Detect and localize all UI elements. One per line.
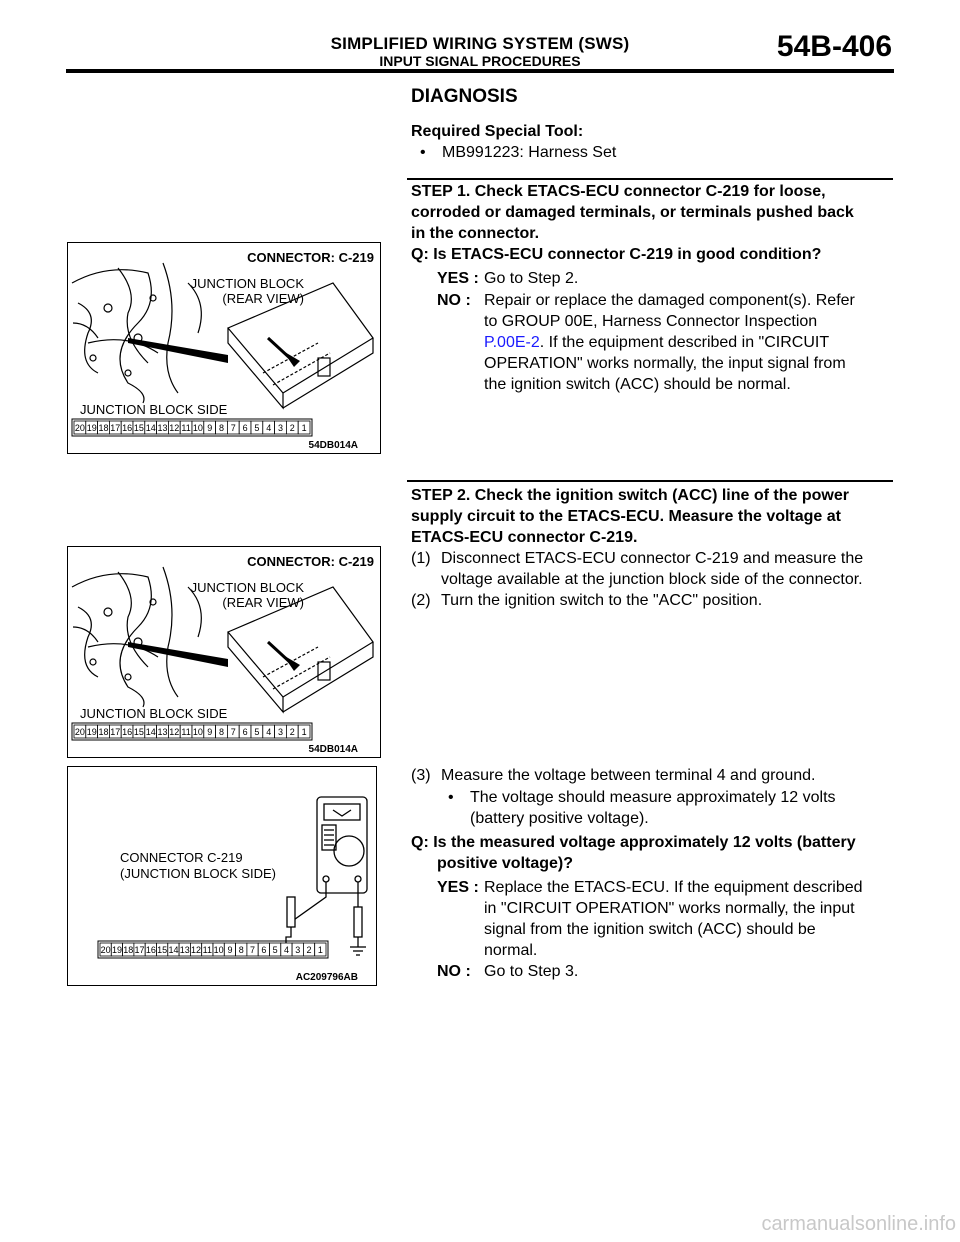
step2-title-2: supply circuit to the ETACS-ECU. Measure the voltage at [411,508,841,525]
step2-no-label: NO : [437,963,471,980]
pin-number: 8 [218,423,225,433]
junction-block-illustration [68,243,380,453]
jb-label-1: JUNCTION BLOCK [190,276,304,291]
pin-number: 1 [301,423,307,433]
step2-item1-line2: voltage available at the junction block side of the connector. [441,571,863,588]
step1-rule [407,178,893,180]
figure-voltmeter [67,766,377,986]
pin-number: 12 [169,423,180,433]
pin-number: 5 [254,423,260,433]
step2-bullet-1 [448,787,836,808]
page-number: 54B-406 [776,30,892,63]
pin-number: 18 [98,727,109,737]
pin-number: 4 [266,423,272,433]
connector-pin-row [72,723,312,740]
step1-no-3-rest: . If the equipment described in "CIRCUIT [539,334,830,351]
step2-rule [407,480,893,482]
pin-number: 12 [191,945,202,955]
pin-number: 3 [295,945,301,955]
pin-number: 4 [266,727,272,737]
pin-number: 10 [213,945,224,955]
pin-number: 17 [110,423,121,433]
pin-number: 10 [192,727,203,737]
pin-number: 19 [86,727,97,737]
diagnosis-heading: DIAGNOSIS [411,86,518,107]
pin-number: 6 [242,727,248,737]
step1-yes-text: Go to Step 2. [484,270,579,287]
figure-code: 54DB014A [308,744,358,755]
pin-number: 20 [74,727,85,737]
pin-number: 18 [123,945,134,955]
pin-number: 4 [283,945,289,955]
pin-number: 15 [157,945,168,955]
pin-number: 16 [122,727,133,737]
pin-number: 1 [317,945,323,955]
connector-pin-row [72,419,312,436]
step1-no-3 [484,332,829,353]
pin-number: 6 [242,423,248,433]
step2-question-2: positive voltage)? [437,855,574,872]
pin-number: 5 [272,945,278,955]
figure-junction-block-2 [67,546,381,758]
step2-question-1: Q: Is the measured voltage approximately 12 volts (battery [411,834,856,851]
header-title: SIMPLIFIED WIRING SYSTEM (SWS) [330,34,630,53]
jb-label-1: JUNCTION BLOCK [190,580,304,595]
pin-number: 19 [86,423,97,433]
pin-number: 14 [168,945,179,955]
watermark: carmanualsonline.info [761,1213,956,1235]
step1-title-2: corroded or damaged terminals, or terminals pushed back [411,204,854,221]
step2-item3-num: (3) [411,767,431,784]
step2-title-3: ETACS-ECU connector C-219. [411,529,638,546]
step2-item2-num: (2) [411,592,431,609]
step1-no-5: the ignition switch (ACC) should be normal. [484,376,791,393]
pin-number: 2 [289,727,295,737]
step1-no-2: to GROUP 00E, Harness Connector Inspection [484,313,818,330]
side-label: JUNCTION BLOCK SIDE [80,402,228,417]
pin-number: 10 [192,423,203,433]
step2-yes-4: normal. [484,942,538,959]
step2-no-text: Go to Step 3. [484,963,579,980]
pin-number: 14 [145,423,156,433]
pin-number: 2 [289,423,295,433]
pin-number: 5 [254,727,260,737]
header-rule [66,69,894,73]
bullet-icon: • [420,144,426,161]
pin-number: 15 [133,727,144,737]
pin-number: 17 [110,727,121,737]
junction-block-illustration [68,547,380,757]
pin-number: 20 [100,945,111,955]
pin-number: 7 [250,945,256,955]
pin-number: 6 [261,945,267,955]
step2-item1-line1: Disconnect ETACS-ECU connector C-219 and measure the [441,550,864,567]
pin-number: 8 [218,727,225,737]
side-label: JUNCTION BLOCK SIDE [80,706,228,721]
pin-number: 1 [301,727,307,737]
step2-yes-3: signal from the ignition switch (ACC) should be [484,921,816,938]
pin-number: 11 [181,423,191,433]
tool-item-text: MB991223: Harness Set [442,144,617,161]
pin-number: 19 [111,945,122,955]
figure-code: AC209796AB [295,972,358,983]
pin-number: 13 [179,945,190,955]
connector-label: CONNECTOR: C-219 [247,250,374,265]
step2-bullet-2: (battery positive voltage). [470,810,649,827]
figure-junction-block-1 [67,242,381,454]
pin-number: 16 [145,945,156,955]
step1-no-4: OPERATION" works normally, the input signal from [484,355,846,372]
step2-item3-line1: Measure the voltage between terminal 4 and ground. [441,767,816,784]
pin-number: 14 [145,727,156,737]
pin-number: 16 [122,423,133,433]
connector-pin-row [98,941,328,958]
step1-question: Q: Is ETACS-ECU connector C-219 in good condition? [411,246,822,263]
step2-item1-num: (1) [411,550,431,567]
step1-no-label: NO : [437,292,471,309]
step2-yes-label: YES : [437,879,479,896]
step2-yes-2: in "CIRCUIT OPERATION" works normally, the input [484,900,855,917]
step2-item2-line1: Turn the ignition switch to the "ACC" position. [441,592,763,609]
pin-number: 9 [207,727,213,737]
pin-number: 3 [277,423,284,433]
step1-no-1: Repair or replace the damaged component(s). Refer [484,292,855,309]
voltmeter-illustration [68,767,376,985]
jb-label-2: (REAR VIEW) [222,595,304,610]
figure-code: 54DB014A [308,440,358,451]
bullet-icon: • [448,789,454,806]
pin-number: 18 [98,423,109,433]
connector-label-2: (JUNCTION BLOCK SIDE) [120,866,277,881]
connector-label-1: CONNECTOR C-219 [120,850,243,865]
pin-number: 11 [181,727,191,737]
pin-number: 17 [134,945,145,955]
connector-label: CONNECTOR: C-219 [247,554,374,569]
pin-number: 20 [74,423,85,433]
pin-number: 8 [238,945,244,955]
pin-number: 2 [306,945,312,955]
tool-label: Required Special Tool: [411,123,584,140]
inspection-link[interactable]: P.00E-2 [484,334,540,351]
pin-number: 7 [230,727,236,737]
step1-yes-label: YES : [437,270,479,287]
step2-bullet-1-text: The voltage should measure approximately 12 volts [470,789,836,806]
tool-item [420,142,616,163]
pin-number: 15 [133,423,144,433]
pin-number: 12 [169,727,180,737]
jb-label-2: (REAR VIEW) [222,291,304,306]
pin-number: 9 [207,423,213,433]
pin-number: 13 [157,727,168,737]
step1-title-3: in the connector. [411,225,540,242]
step2-yes-1: Replace the ETACS-ECU. If the equipment described [484,879,863,896]
step1-title-1: STEP 1. Check ETACS-ECU connector C-219 for loose, [411,183,826,200]
step2-title-1: STEP 2. Check the ignition switch (ACC) line of the power [411,487,849,504]
pin-number: 3 [277,727,284,737]
pin-number: 7 [230,423,236,433]
header-subtitle: INPUT SIGNAL PROCEDURES [379,53,581,69]
pin-number: 9 [227,945,233,955]
pin-number: 11 [202,945,213,955]
pin-number: 13 [157,423,168,433]
